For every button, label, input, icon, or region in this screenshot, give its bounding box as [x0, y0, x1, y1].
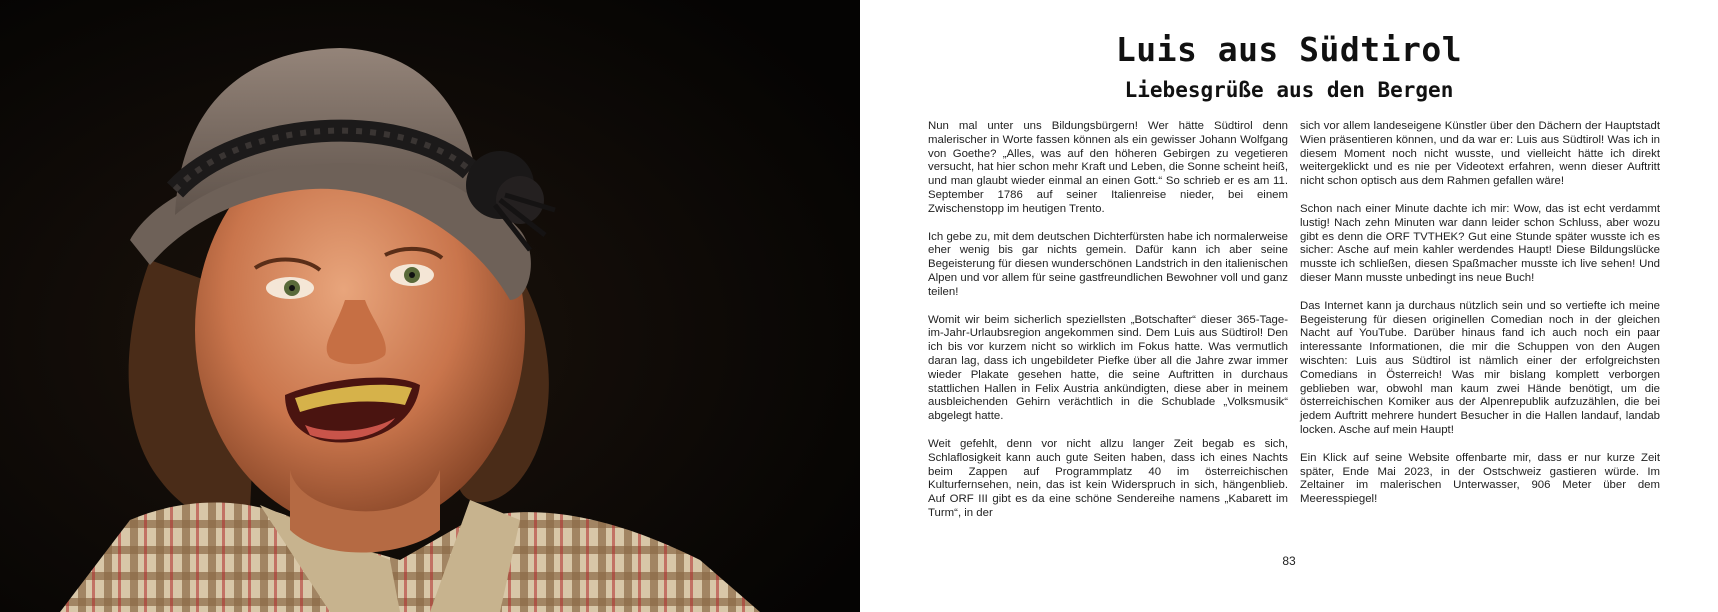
paragraph: sich vor allem landeseigene Künstler über den Dächern der Hauptstadt Wien präsentieren können, und da war er: Luis aus Südtirol! Was ich in diesem Moment noch nicht wusste, und vielleicht hätte ich direkt weitergeklickt und es nie per Videotext erfahren, wenn dieser Auftritt nicht schon optisch aus dem Rahmen gefallen wäre!	[1300, 120, 1660, 188]
paragraph: Womit wir beim sicherlich speziellsten „Botschafter“ dieser 365-Tage-im-Jahr-Urlaubsregion angekommen sind. Dem Luis aus Südtirol! Den ich bis vor kurzem nicht so wirklich im Fokus hatte. Was vermutlich daran lag, dass ich ungebildeter Piefke über all die Jahre zwar immer wieder Plakate gesehen hatte, die seine Auftritten in durchaus stattlichen Hallen in Felix Austria ankündigten, diese aber in meinem ausbleichenden Gehirn verächtlich in die Schublade „Volksmusik“ abgelegt hatte.	[928, 313, 1288, 423]
paragraph: Weit gefehlt, denn vor nicht allzu langer Zeit begab es sich, Schlaflosigkeit kann auch gute Seiten haben, dass ich eines Nachts beim Zappen auf Programmplatz 40 im österreichischen Kulturfernsehen, nein, das ist kein Widerspruch in sich, hängenblieb. Auf ORF III gibt es da eine schöne Sendereihe namens „Kabarett im Turm“, in der	[928, 437, 1288, 519]
paragraph: Das Internet kann ja durchaus nützlich sein und so vertiefte ich meine Begeisterung für diesen originellen Comedian noch in der gleichen Nacht auf YouTube. Darüber hinaus fand ich auch noch ein paar interessante Informationen, die mir die Schuppen von den Augen wischten: Luis aus Südtirol ist nämlich einer der erfolgreichsten Comedians in Österreich! Was mir bislang komplett verborgen geblieben war, obwohl man kaum zwei Hände benötigt, um die österreichischen Komiker aus der Alpenrepublik aufzuzählen, die bei jedem Auftritt mehrere hundert Besucher in die Hallen landauf, landab locken. Asche auf mein Haupt!	[1300, 299, 1660, 436]
paragraph: Nun mal unter uns Bildungsbürgern! Wer hätte Südtirol denn malerischer in Worte fassen können als ein gewisser Johann Wolfgang von Goethe? „Alles, was auf den höheren Gebirgen zu vegetieren versucht, hat hier schon mehr Kraft und Leben, die Sonne scheint heiß, und man glaubt wieder einmal an einen Gott.“ So schrieb er es am 11. September 1786 auf seiner Italienreise nieder, bei einem Zwischenstopp im heutigen Trento.	[928, 120, 1288, 215]
paragraph: Ich gebe zu, mit dem deutschen Dichterfürsten habe ich normalerweise eher wenig bis gar nichts gemein. Dafür kann ich aber seine Begeisterung für diesen wunderschönen Landstrich in den italienischen Alpen und vor allem für seine gastfreundlichen Bewohner voll und ganz teilen!	[928, 230, 1288, 298]
article-title: Luis aus Südtirol	[1115, 30, 1463, 69]
text-column-right	[1300, 120, 1660, 521]
paragraph: Ein Klick auf seine Website offenbarte mir, dass er nur kurze Zeit später, Ende Mai 2023, in der Ostschweiz gastieren würde. Im Zeltainer im malerischen Unterwasser, 906 Meter über dem Meeresspiegel!	[1300, 451, 1660, 506]
text-page	[860, 0, 1718, 612]
paragraph: Schon nach einer Minute dachte ich mir: Wow, das ist echt verdammt lustig! Nach zehn Minuten war dann leider schon Schluss, aber wozu gibt es denn die ORF TVTHEK? Gut eine Stunde später wusste ich es sicher: Asche auf mein kahler werdendes Haupt! Diese Bildungslücke musste ich schließen, diesen Spaßmacher musste ich live sehen! Und dieser Mann musste unbedingt ins neue Buch!	[1300, 202, 1660, 284]
article-subtitle: Liebesgrüße aus den Bergen	[1124, 78, 1454, 102]
page-number: 83	[1282, 554, 1296, 568]
text-column-left	[928, 120, 1288, 535]
